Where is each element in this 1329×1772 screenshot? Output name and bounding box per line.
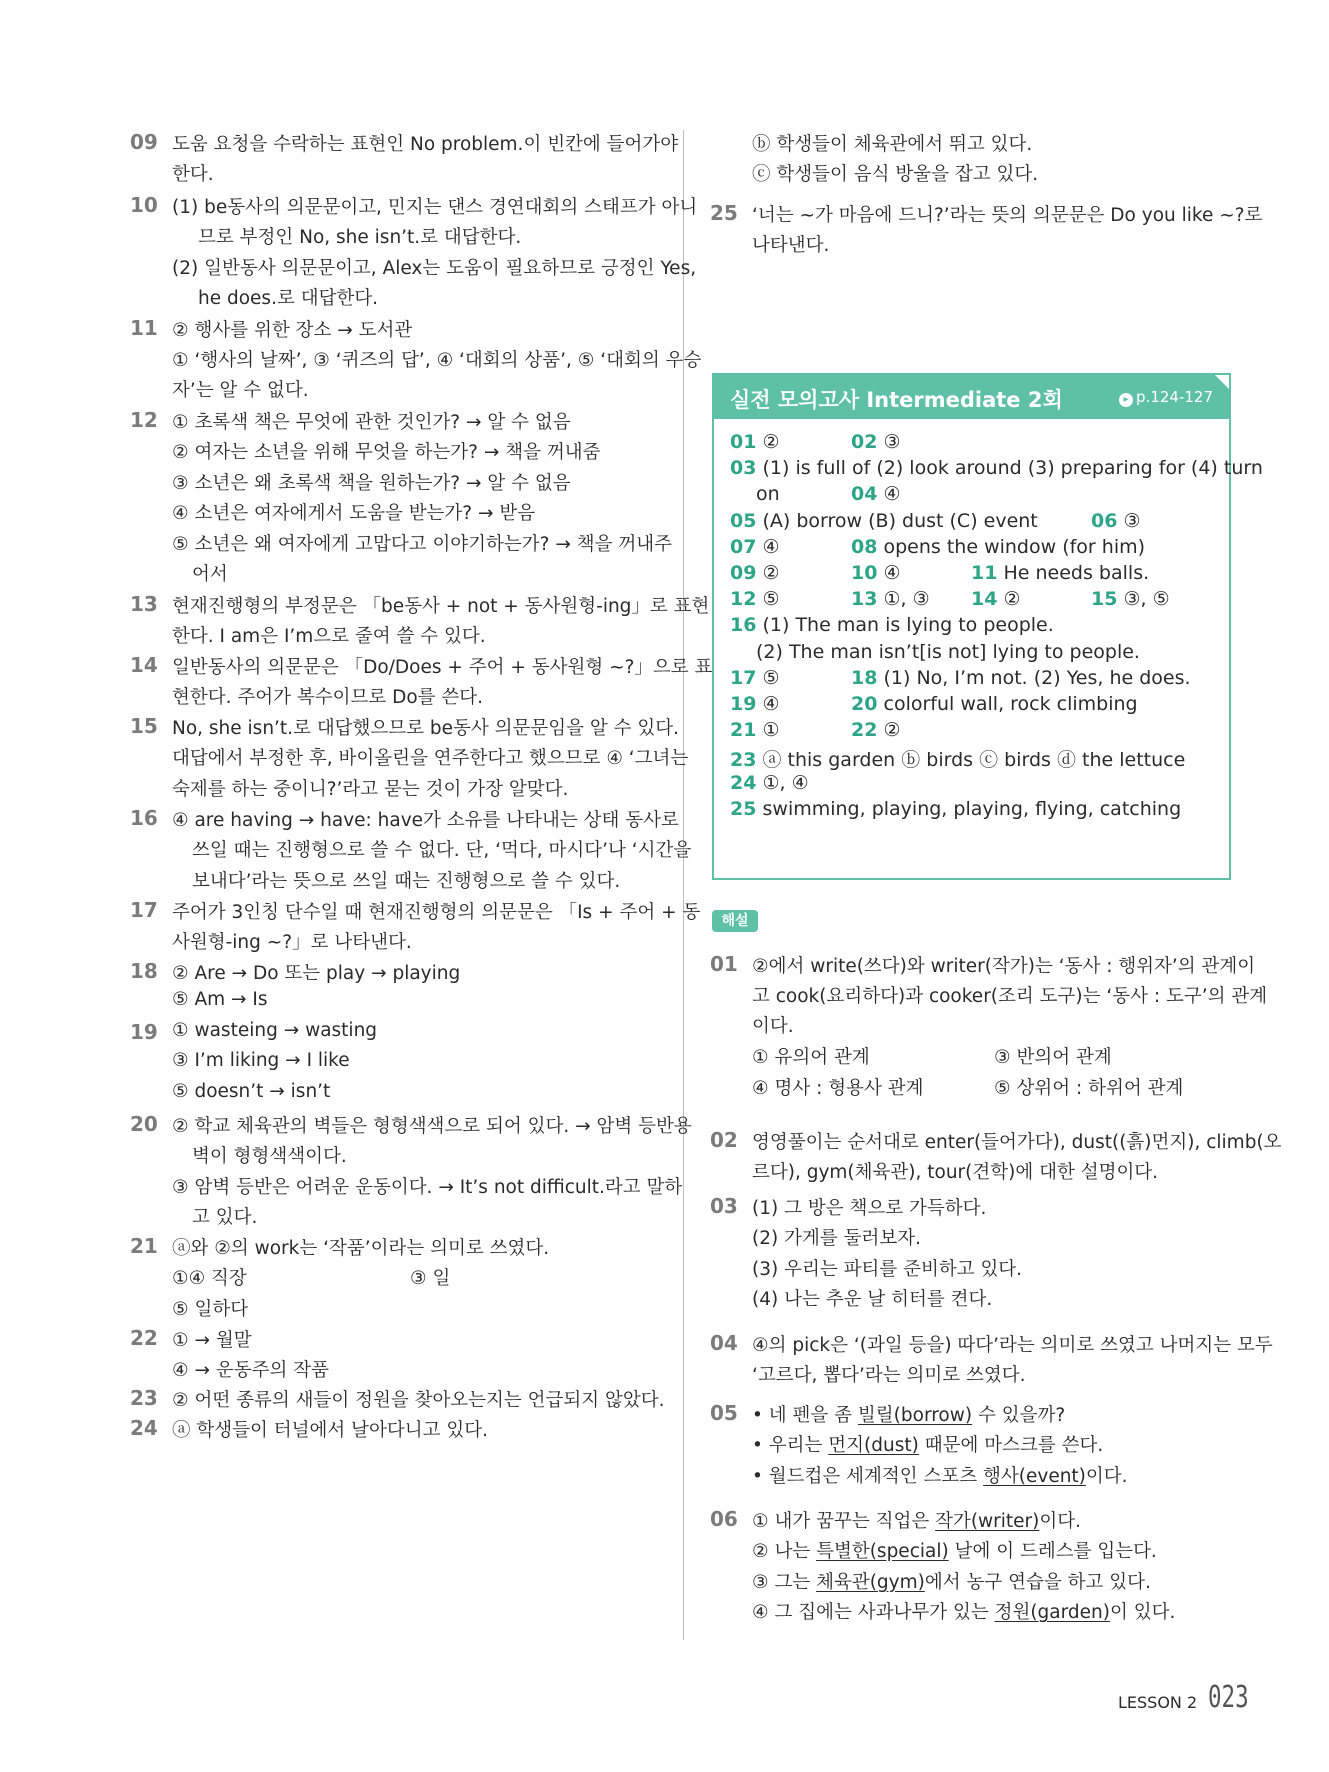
line-text: ④ 그 집에는 사과나무가 있는: [752, 1602, 995, 1623]
explanation-line: 고 cook(요리하다)과 cooker(조리 도구)는 ‘동사 : 도구’의 관계: [752, 986, 1268, 1007]
line-text: • 월드컵은 세계적인 스포츠: [752, 1466, 984, 1487]
explanation-line: ⓐ와 ②의 work는 ‘작품’이라는 의미로 쓰였다.: [172, 1238, 550, 1259]
item-number: 10: [130, 193, 158, 217]
item-number: 13: [130, 592, 158, 616]
item-number: 16: [130, 806, 158, 830]
underlined-answer: 행사(event): [983, 1466, 1086, 1487]
answer-text: swimming, playing, playing, flying, catching: [762, 797, 1182, 820]
explanation-line: ④ are having → have: have가 소유를 나타내는 상태 동사로: [172, 810, 679, 831]
answer-item: [730, 431, 780, 453]
answer-text: (A) borrow (B) dust (C) event: [762, 509, 1038, 532]
explanation-line: 일반동사의 의문문은 「Do/Does + 주어 + 동사원형 ~?」으로 표: [172, 657, 713, 678]
explanation-badge: 해설: [712, 910, 758, 932]
answer-item: [730, 588, 780, 610]
explanation-line: (1) 그 방은 책으로 가득하다.: [752, 1198, 987, 1219]
answer-number: 23: [730, 749, 757, 772]
explanation-line: 어서: [192, 564, 228, 585]
explanation-line: (1) be동사의 의문문이고, 민지는 댄스 경연대회의 스태프가 아니: [172, 197, 698, 218]
page-reference: [1119, 388, 1213, 407]
page-number: 023: [1208, 1680, 1249, 1715]
explanation-line: 므로 부정인 No, she isn’t.로 대답한다.: [198, 227, 522, 248]
answer-number: 07: [730, 535, 757, 558]
explanation-line: 한다. I am은 I’m으로 줄여 쓸 수 있다.: [172, 626, 486, 647]
answer-item: [730, 693, 780, 715]
answer-text: ①, ④: [762, 771, 809, 794]
answer-number: 15: [1091, 588, 1118, 611]
answer-item: [756, 641, 1140, 663]
explanation-line: ① ‘행사의 날짜’, ③ ‘퀴즈의 답’, ④ ‘대회의 상품’, ⑤ ‘대회의 우승: [172, 350, 702, 371]
explanation-line: 이다.: [752, 1016, 794, 1037]
explanation-line: 자’는 알 수 없다.: [172, 380, 309, 401]
explanation-line: 한다.: [172, 164, 214, 185]
answer-item: [851, 693, 1138, 715]
item-number: 02: [710, 1128, 738, 1152]
answer-text: ②: [762, 562, 780, 584]
explanation-line: 영영풀이는 순서대로 enter(들어가다), dust((흙)먼지), climb(오: [752, 1132, 1282, 1153]
answer-item: [851, 719, 901, 741]
line-text: 이다.: [1085, 1466, 1128, 1487]
page-reference-text: p.124-127: [1136, 388, 1213, 406]
answer-number: 03: [730, 457, 757, 480]
answer-number: 21: [730, 719, 757, 742]
chevron-right-icon: ▸: [1119, 393, 1133, 407]
line-text: ② 나는: [752, 1541, 817, 1562]
answer-number: 12: [730, 588, 757, 611]
explanation-line: ② Are → Do 또는 play → playing: [172, 963, 461, 984]
line-text: 수 있을까?: [972, 1405, 1066, 1426]
line-text: 에서 농구 연습을 하고 있다.: [924, 1572, 1151, 1593]
answer-number: 19: [730, 693, 757, 715]
answer-number: 17: [730, 666, 757, 689]
explanation-line: ④ 소년은 여자에게서 도움을 받는가? → 받음: [172, 503, 536, 524]
answer-item: [756, 483, 780, 505]
item-number: 15: [130, 714, 158, 738]
answer-item: [730, 510, 1038, 532]
answer-item: [971, 588, 1021, 610]
explanation-line: ‘너는 ~가 마음에 드니?’라는 뜻의 의문문은 Do you like ~?로: [752, 205, 1263, 226]
explanation-line: ③ 반의어 관계: [994, 1047, 1112, 1068]
answer-item: [730, 562, 780, 584]
answer-item: [851, 431, 901, 453]
answer-item: [851, 667, 1191, 689]
explanation-line: ⓑ 학생들이 체육관에서 뛰고 있다.: [752, 134, 1033, 155]
answer-number: 02: [851, 431, 878, 453]
answer-text: on: [756, 483, 780, 506]
answer-text: (2) The man isn’t[is not] lying to people.: [756, 640, 1140, 663]
answer-text: ④: [762, 693, 780, 715]
line-text: • 우리는: [752, 1435, 829, 1456]
line-text: 이다.: [1039, 1511, 1081, 1532]
item-number: 19: [130, 1020, 158, 1044]
explanation-line: 나타낸다.: [752, 235, 830, 256]
answer-text: ②: [762, 431, 780, 453]
answer-text: ⑤: [762, 588, 780, 611]
answer-text: colorful wall, rock climbing: [883, 693, 1138, 715]
answer-text: (1) The man is lying to people.: [762, 614, 1054, 637]
item-number: 21: [130, 1234, 158, 1258]
explanation-line: 대답에서 부정한 후, 바이올린을 연주한다고 했으므로 ④ ‘그녀는: [172, 748, 689, 769]
explanation-line: 현재진행형의 부정문은 「be동사 + not + 동사원형-ing」로 표현: [172, 596, 710, 617]
explanation-line: ‘고르다, 뽑다’라는 의미로 쓰였다.: [752, 1365, 1026, 1386]
explanation-line: ③ I’m liking → I like: [172, 1050, 350, 1071]
explanation-line: 보내다’라는 뜻으로 쓰일 때는 진행형으로 쓸 수 있다.: [192, 871, 621, 892]
answer-number: 10: [851, 562, 878, 584]
explanation-line: ⑤ doesn’t → isn’t: [172, 1081, 331, 1102]
underlined-answer: 정원(garden): [994, 1602, 1110, 1623]
explanation-line: [752, 1537, 1157, 1563]
answer-item: [730, 536, 780, 558]
answer-text: (1) is full of (2) look around (3) preparing for (4) turn: [762, 457, 1263, 480]
underlined-answer: 먼지(dust): [828, 1435, 919, 1456]
answer-item: [851, 536, 1145, 558]
item-number: 18: [130, 959, 158, 983]
answer-text: He needs balls.: [1003, 562, 1150, 584]
explanation-line: ①④ 직장: [172, 1268, 247, 1289]
explanation-line: (2) 가게를 둘러보자.: [752, 1228, 921, 1249]
answer-text: ⑤: [762, 666, 780, 689]
explanation-line: 현한다. 주어가 복수이므로 Do를 쓴다.: [172, 687, 484, 708]
explanation-line: ① 초록색 책은 무엇에 관한 것인가? → 알 수 없음: [172, 412, 571, 433]
answer-number: 04: [851, 483, 878, 506]
answer-text: ④: [883, 483, 901, 506]
line-text: • 네 펜을 좀: [752, 1405, 858, 1426]
item-number: 20: [130, 1112, 158, 1136]
line-text: 이 있다.: [1109, 1602, 1176, 1623]
answer-text: ③: [1123, 509, 1141, 532]
explanation-line: ②에서 write(쓰다)와 writer(작가)는 ‘동사 : 행위자’의 관계이: [752, 956, 1256, 977]
item-number: 09: [130, 130, 158, 154]
line-text: 때문에 마스크를 쓴다.: [918, 1435, 1104, 1456]
explanation-line: 벽이 형형색색이다.: [192, 1146, 347, 1167]
explanation-line: (2) 일반동사 의문문이고, Alex는 도움이 필요하므로 긍정인 Yes,: [172, 258, 697, 279]
answer-text: (1) No, I’m not. (2) Yes, he does.: [883, 666, 1191, 689]
answer-text: ①, ③: [883, 588, 930, 611]
line-text: 날에 이 드레스를 입는다.: [948, 1541, 1157, 1562]
answer-item: [730, 719, 780, 741]
explanation-line: 사원형-ing ~?」로 나타낸다.: [172, 932, 412, 953]
explanation-line: ⑤ Am → Is: [172, 989, 268, 1010]
answer-number: 16: [730, 614, 757, 637]
answer-text: ⓐ this garden ⓑ birds ⓒ birds ⓓ the lettuce: [762, 749, 1186, 772]
answer-item: [851, 562, 901, 584]
answer-text: ②: [1003, 588, 1021, 611]
answer-text: ③: [883, 431, 901, 453]
explanation-line: ① wasteing → wasting: [172, 1020, 378, 1041]
underlined-answer: 빌릴(borrow): [857, 1405, 973, 1426]
explanation-line: ⑤ 일하다: [172, 1299, 249, 1320]
explanation-line: ④ → 운동주의 작품: [172, 1360, 329, 1381]
item-number: 03: [710, 1194, 738, 1218]
box-corner-cut: [1215, 375, 1229, 389]
explanation-line: ⓒ 학생들이 음식 방울을 잡고 있다.: [752, 164, 1039, 185]
answer-box-title: 실전 모의고사 Intermediate 2회: [730, 388, 1063, 412]
answer-number: 24: [730, 771, 757, 794]
explanation-line: ③ 일: [410, 1268, 451, 1289]
explanation-line: [752, 1462, 1128, 1488]
explanation-line: [752, 1401, 1065, 1427]
answer-item: [851, 483, 901, 505]
explanation-line: ④의 pick은 ‘(과일 등을) 따다’라는 의미로 쓰였고 나머지는 모두: [752, 1335, 1273, 1356]
explanation-line: ⓐ 학생들이 터널에서 날아다니고 있다.: [172, 1420, 488, 1441]
underlined-answer: 체육관(gym): [816, 1572, 925, 1593]
explanation-line: [752, 1431, 1103, 1457]
underlined-answer: 특별한(special): [816, 1541, 949, 1562]
item-number: 04: [710, 1331, 738, 1355]
answer-number: 13: [851, 588, 878, 611]
item-number: 24: [130, 1416, 158, 1440]
explanation-line: [752, 1568, 1151, 1594]
explanation-line: 주어가 3인칭 단수일 때 현재진행형의 의문문은 「Is + 주어 + 동: [172, 902, 701, 923]
item-number: 01: [710, 952, 738, 976]
answer-text: ①: [762, 719, 780, 742]
answer-item: [730, 798, 1181, 820]
explanation-line: 고 있다.: [192, 1207, 258, 1228]
answer-text: ③, ⑤: [1123, 588, 1170, 611]
answer-number: 09: [730, 562, 757, 584]
answer-item: [1091, 510, 1141, 532]
explanation-line: ① → 월말: [172, 1330, 252, 1351]
explanation-line: [752, 1598, 1175, 1624]
explanation-line: ② 어떤 종류의 새들이 정원을 찾아오는지는 언급되지 않았다.: [172, 1390, 665, 1411]
answer-item: [730, 772, 809, 794]
answer-item: [730, 457, 1263, 479]
item-number: 22: [130, 1326, 158, 1350]
answer-item: [730, 614, 1054, 636]
explanation-line: No, she isn’t.로 대답했으므로 be동사 의문문임을 알 수 있다.: [172, 718, 680, 739]
explanation-line: 숙제를 하는 중이니?’라고 묻는 것이 가장 알맞다.: [172, 779, 569, 800]
item-number: 05: [710, 1401, 738, 1425]
explanation-line: (4) 나는 추운 날 히터를 켠다.: [752, 1289, 993, 1310]
explanation-line: ⑤ 상위어 : 하위어 관계: [994, 1078, 1184, 1099]
answer-item: [730, 667, 780, 689]
answer-number: 22: [851, 719, 878, 742]
answer-item: [851, 588, 930, 610]
explanation-line: ② 학교 체육관의 벽들은 형형색색으로 되어 있다. → 암벽 등반용: [172, 1116, 692, 1137]
item-number: 12: [130, 408, 158, 432]
answer-item: [971, 562, 1149, 584]
explanation-line: ① 유의어 관계: [752, 1047, 870, 1068]
item-number: 06: [710, 1507, 738, 1531]
item-number: 23: [130, 1386, 158, 1410]
item-number: 11: [130, 316, 158, 340]
explanation-line: ⑤ 소년은 왜 여자에게 고맙다고 이야기하는가? → 책을 꺼내주: [172, 534, 672, 555]
item-number: 17: [130, 898, 158, 922]
explanation-line: ③ 소년은 왜 초록색 책을 원하는가? → 알 수 없음: [172, 473, 571, 494]
answer-text: ④: [762, 535, 780, 558]
answer-number: 14: [971, 588, 998, 611]
answer-text: opens the window (for him): [883, 535, 1146, 558]
explanation-line: ② 여자는 소년을 위해 무엇을 하는가? → 책을 꺼내줌: [172, 442, 601, 463]
line-text: ① 내가 꿈꾸는 직업은: [752, 1511, 936, 1532]
explanation-line: ② 행사를 위한 장소 → 도서관: [172, 320, 413, 341]
answer-box: [712, 373, 1263, 880]
explanation-line: ④ 명사 : 형용사 관계: [752, 1078, 924, 1099]
answer-item: [1091, 588, 1170, 610]
answer-number: 08: [851, 535, 878, 558]
answer-number: 05: [730, 509, 757, 532]
explanation-line: he does.로 대답한다.: [198, 288, 379, 309]
answer-text: ④: [883, 562, 901, 584]
explanation-line: 르다), gym(체육관), tour(견학)에 대한 설명이다.: [752, 1162, 1159, 1183]
explanation-line: ③ 암벽 등반은 어려운 운동이다. → It’s not difficult.라고 말하: [172, 1177, 683, 1198]
explanation-line: 도움 요청을 수락하는 표현인 No problem.이 빈칸에 들어가야: [172, 134, 679, 155]
item-number: 25: [710, 201, 738, 225]
answer-item: [730, 745, 1185, 772]
line-text: ③ 그는: [752, 1572, 817, 1593]
underlined-answer: 작가(writer): [935, 1511, 1040, 1532]
lesson-label: LESSON 2: [1118, 1693, 1198, 1712]
answer-box-header: [714, 375, 1229, 419]
answer-text: ②: [883, 719, 901, 742]
answer-number: 01: [730, 431, 757, 453]
answer-number: 25: [730, 797, 757, 820]
explanation-line: (3) 우리는 파티를 준비하고 있다.: [752, 1259, 1023, 1280]
explanation-line: 쓰일 때는 진행형으로 쓸 수 없다. 단, ‘먹다, 마시다’나 ‘시간을: [192, 840, 692, 861]
explanation-line: [752, 1507, 1081, 1533]
answer-number: 11: [971, 562, 998, 584]
answer-number: 20: [851, 693, 878, 715]
item-number: 14: [130, 653, 158, 677]
answer-number: 06: [1091, 509, 1118, 532]
answer-number: 18: [851, 666, 878, 689]
